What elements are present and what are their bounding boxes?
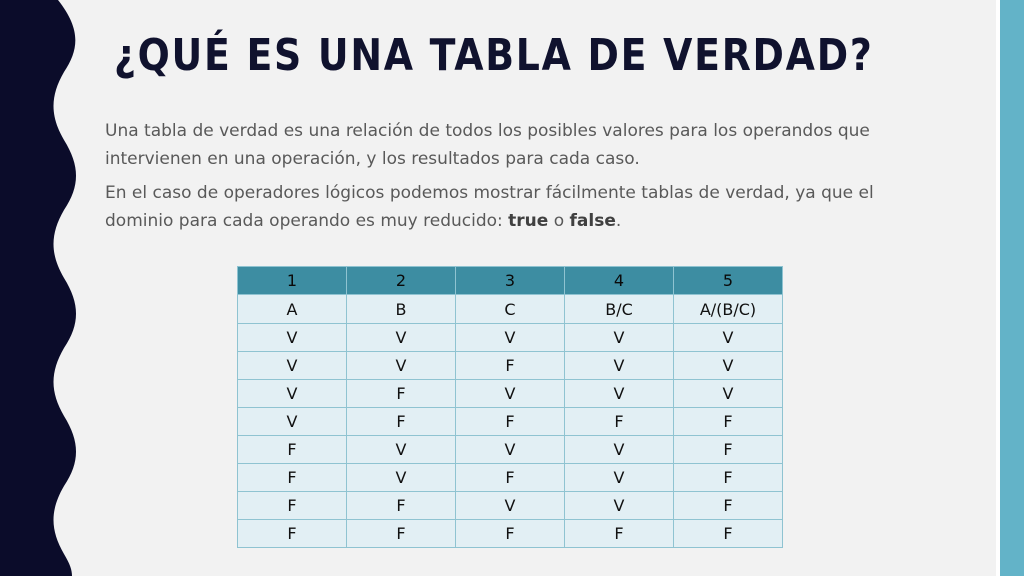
table-cell: F	[565, 408, 674, 436]
table-cell: A/(B/C)	[674, 295, 783, 324]
right-accent-band	[1000, 0, 1024, 576]
table-cell: F	[456, 408, 565, 436]
table-cell: F	[238, 464, 347, 492]
table-row	[238, 324, 783, 352]
table-cell: V	[565, 436, 674, 464]
table-cell: V	[238, 380, 347, 408]
table-cell: V	[456, 492, 565, 520]
left-wavy-band	[0, 0, 80, 576]
table-cell: F	[674, 436, 783, 464]
table-cell: F	[456, 352, 565, 380]
table-row	[238, 408, 783, 436]
table-cell: F	[674, 520, 783, 548]
column-header: 2	[347, 267, 456, 295]
keyword-true: true	[508, 211, 549, 231]
table-row	[238, 295, 783, 324]
table-cell: A	[238, 295, 347, 324]
table-cell: V	[565, 352, 674, 380]
table-cell: F	[674, 492, 783, 520]
table-cell: V	[347, 464, 456, 492]
table-cell: V	[347, 352, 456, 380]
table-cell: B	[347, 295, 456, 324]
table-cell: V	[238, 408, 347, 436]
paragraph-logical-operators	[105, 179, 935, 235]
table-cell: V	[565, 492, 674, 520]
slide-body	[105, 117, 935, 241]
table-cell: V	[456, 324, 565, 352]
table-cell: V	[456, 436, 565, 464]
table-cell: F	[238, 520, 347, 548]
column-header: 3	[456, 267, 565, 295]
paragraph-definition: Una tabla de verdad es una relación de todos los posibles valores para los operandos que intervienen en una operación, y los resultados para cada caso.	[105, 121, 870, 169]
paragraph2-connector: o	[548, 211, 570, 231]
table-row	[238, 464, 783, 492]
keyword-false: false	[569, 211, 616, 231]
table-cell: V	[565, 464, 674, 492]
column-header: 1	[238, 267, 347, 295]
table-cell: V	[347, 436, 456, 464]
table-cell: F	[238, 436, 347, 464]
truth-table	[237, 266, 783, 548]
table-cell: V	[674, 352, 783, 380]
table-cell: F	[347, 380, 456, 408]
table-row	[238, 492, 783, 520]
table-cell: V	[674, 324, 783, 352]
table-cell: V	[456, 380, 565, 408]
table-cell: F	[238, 492, 347, 520]
table-cell: F	[674, 408, 783, 436]
table-row	[238, 352, 783, 380]
table-cell: V	[565, 380, 674, 408]
paragraph2-text: En el caso de operadores lógicos podemos mostrar fácilmente tablas de verdad, ya que el dominio para cada operando es muy reducido:	[105, 183, 874, 231]
table-cell: F	[347, 520, 456, 548]
table-cell: V	[238, 352, 347, 380]
table-cell: C	[456, 295, 565, 324]
table-row	[238, 436, 783, 464]
table-cell: V	[674, 380, 783, 408]
table-header-row	[238, 267, 783, 295]
table-cell: F	[347, 492, 456, 520]
table-cell: F	[456, 464, 565, 492]
table-cell: V	[565, 324, 674, 352]
column-header: 4	[565, 267, 674, 295]
table-cell: F	[456, 520, 565, 548]
table-cell: B/C	[565, 295, 674, 324]
paragraph2-end: .	[615, 211, 622, 231]
slide-title: ¿QUÉ ES UNA TABLA DE VERDAD?	[114, 30, 874, 81]
table-cell: V	[347, 324, 456, 352]
table-cell: V	[238, 324, 347, 352]
table-cell: F	[565, 520, 674, 548]
table-row	[238, 380, 783, 408]
table-row	[238, 520, 783, 548]
table-cell: F	[347, 408, 456, 436]
column-header: 5	[674, 267, 783, 295]
table-cell: F	[674, 464, 783, 492]
